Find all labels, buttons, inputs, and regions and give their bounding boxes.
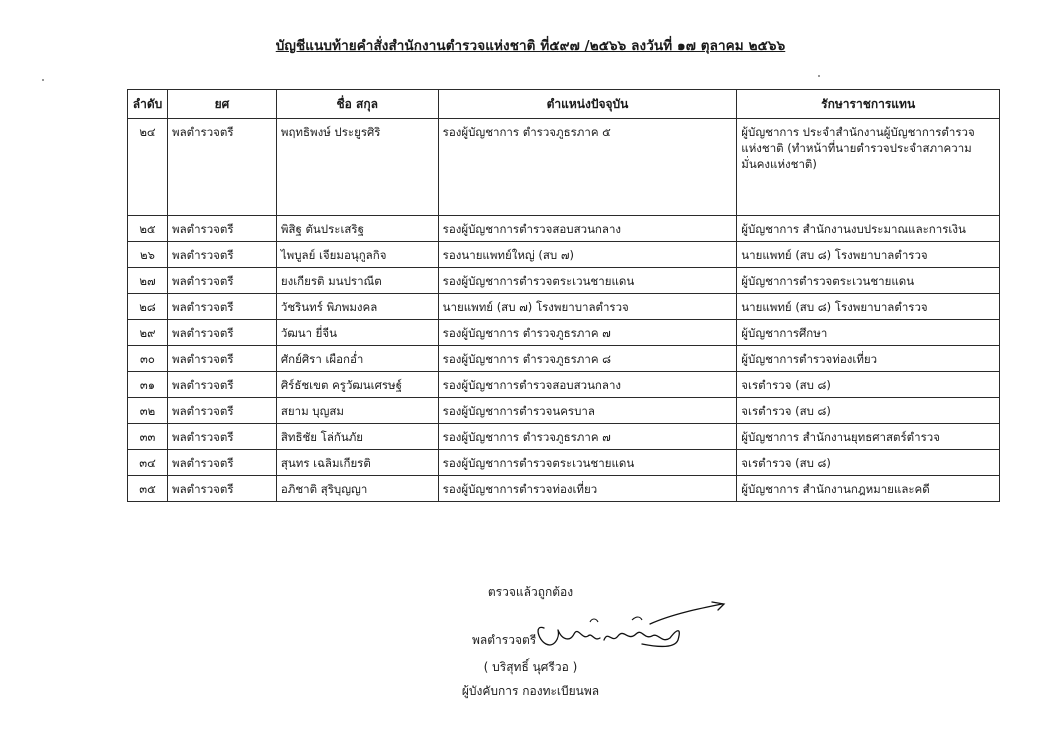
cell-acting: ผู้บัญชาการศึกษา: [737, 320, 1000, 346]
cell-acting: ผู้บัญชาการ สำนักงานยุทธศาสตร์ตำรวจ: [737, 424, 1000, 450]
document-title: บัญชีแนบท้ายคำสั่งสำนักงานตำรวจแห่งชาติ ที่๕๙๗ /๒๕๖๖ ลงวันที่ ๑๗ ตุลาคม ๒๕๖๖: [275, 38, 786, 54]
cell-current: รองผู้บัญชาการตำรวจท่องเที่ยว: [438, 476, 737, 502]
cell-order: ๒๗: [128, 268, 168, 294]
cell-rank: พลตำรวจตรี: [167, 424, 276, 450]
cell-rank: พลตำรวจตรี: [167, 216, 276, 242]
table-row: [128, 476, 1000, 502]
cell-order: ๓๔: [128, 450, 168, 476]
signer-position: ผู้บังคับการ กองทะเบียนพล: [461, 684, 600, 698]
cell-name: พิสิฐ ตันประเสริฐ: [276, 216, 438, 242]
cell-name: สิทธิชัย โล่กันภัย: [276, 424, 438, 450]
appointment-table: [127, 89, 1000, 502]
cell-rank: พลตำรวจตรี: [167, 294, 276, 320]
cell-acting: จเรตำรวจ (สบ ๘): [737, 398, 1000, 424]
cell-name: สยาม บุญสม: [276, 398, 438, 424]
table-row: [128, 372, 1000, 398]
cell-current: รองผู้บัญชาการตำรวจตระเวนชายแดน: [438, 268, 737, 294]
scan-speck: [42, 79, 44, 81]
cell-name: สุนทร เฉลิมเกียรติ: [276, 450, 438, 476]
cell-name: ศักย์ศิรา เผือกอ่ำ: [276, 346, 438, 372]
cell-rank: พลตำรวจตรี: [167, 372, 276, 398]
table-row: [128, 242, 1000, 268]
cell-name: พฤทธิพงษ์ ประยูรศิริ: [276, 119, 438, 216]
signer-name: ( บริสุทธิ์ นุศรีวอ ): [483, 660, 578, 674]
table-row: [128, 216, 1000, 242]
table-row: [128, 398, 1000, 424]
cell-order: ๒๖: [128, 242, 168, 268]
cell-rank: พลตำรวจตรี: [167, 119, 276, 216]
cell-acting: ผู้บัญชาการตำรวจท่องเที่ยว: [737, 346, 1000, 372]
cell-name: วัฒนา ยี่จีน: [276, 320, 438, 346]
table-row: [128, 119, 1000, 216]
handwritten-signature: [532, 600, 732, 655]
cell-acting: ผู้บัญชาการ สำนักงานกฎหมายและคดี: [737, 476, 1000, 502]
cell-rank: พลตำรวจตรี: [167, 320, 276, 346]
cell-acting: นายแพทย์ (สบ ๘) โรงพยาบาลตำรวจ: [737, 242, 1000, 268]
cell-acting: ผู้บัญชาการตำรวจตระเวนชายแดน: [737, 268, 1000, 294]
cell-acting: จเรตำรวจ (สบ ๘): [737, 450, 1000, 476]
cell-acting: ผู้บัญชาการ สำนักงานงบประมาณและการเงิน: [737, 216, 1000, 242]
signer-rank: พลตำรวจตรี: [472, 633, 537, 647]
cell-acting: นายแพทย์ (สบ ๘) โรงพยาบาลตำรวจ: [737, 294, 1000, 320]
cell-order: ๓๐: [128, 346, 168, 372]
cell-current: รองผู้บัญชาการ ตำรวจภูธรภาค ๕: [438, 119, 737, 216]
cell-name: วัชรินทร์ พิภพมงคล: [276, 294, 438, 320]
cell-rank: พลตำรวจตรี: [167, 346, 276, 372]
cell-current: รองผู้บัญชาการตำรวจสอบสวนกลาง: [438, 216, 737, 242]
verified-label: ตรวจแล้วถูกต้อง: [487, 585, 574, 599]
table-header-row: [128, 90, 1000, 119]
cell-current: รองผู้บัญชาการ ตำรวจภูธรภาค ๗: [438, 320, 737, 346]
cell-rank: พลตำรวจตรี: [167, 268, 276, 294]
header-rank: ยศ: [167, 90, 276, 119]
cell-order: ๒๕: [128, 216, 168, 242]
header-acting-position: รักษาราชการแทน: [737, 90, 1000, 119]
header-current-position: ตำแหน่งปัจจุบัน: [438, 90, 737, 119]
cell-order: ๓๑: [128, 372, 168, 398]
cell-current: รองผู้บัญชาการตำรวจตระเวนชายแดน: [438, 450, 737, 476]
cell-current: รองผู้บัญชาการตำรวจนครบาล: [438, 398, 737, 424]
cell-name: ศิร์ธัชเขต ครูวัฒนเศรษฐ์: [276, 372, 438, 398]
cell-name: ไพบูลย์ เจียมอนุกูลกิจ: [276, 242, 438, 268]
cell-order: ๒๙: [128, 320, 168, 346]
table-row: [128, 450, 1000, 476]
cell-acting: จเรตำรวจ (สบ ๘): [737, 372, 1000, 398]
table-row: [128, 268, 1000, 294]
table-row: [128, 320, 1000, 346]
table-row: [128, 346, 1000, 372]
cell-current: รองนายแพทย์ใหญ่ (สบ ๗): [438, 242, 737, 268]
cell-current: รองผู้บัญชาการตำรวจสอบสวนกลาง: [438, 372, 737, 398]
cell-order: ๒๔: [128, 119, 168, 216]
cell-current: รองผู้บัญชาการ ตำรวจภูธรภาค ๘: [438, 346, 737, 372]
cell-order: ๓๕: [128, 476, 168, 502]
cell-name: อภิชาติ สุริบุญญา: [276, 476, 438, 502]
cell-rank: พลตำรวจตรี: [167, 476, 276, 502]
cell-order: ๓๓: [128, 424, 168, 450]
cell-rank: พลตำรวจตรี: [167, 450, 276, 476]
cell-rank: พลตำรวจตรี: [167, 242, 276, 268]
cell-name: ยงเกียรติ มนปราณีต: [276, 268, 438, 294]
cell-current: รองผู้บัญชาการ ตำรวจภูธรภาค ๗: [438, 424, 737, 450]
cell-rank: พลตำรวจตรี: [167, 398, 276, 424]
scan-speck: [818, 75, 820, 77]
cell-acting: ผู้บัญชาการ ประจำสำนักงานผู้บัญชาการตำรวจแห่งชาติ (ทำหน้าที่นายตำรวจประจำสภาความมั่นคงแห่งชาติ): [737, 119, 1000, 216]
header-order: ลำดับ: [128, 90, 168, 119]
cell-order: ๒๘: [128, 294, 168, 320]
table-row: [128, 424, 1000, 450]
cell-order: ๓๒: [128, 398, 168, 424]
table-row: [128, 294, 1000, 320]
header-name: ชื่อ สกุล: [276, 90, 438, 119]
cell-current: นายแพทย์ (สบ ๗) โรงพยาบาลตำรวจ: [438, 294, 737, 320]
